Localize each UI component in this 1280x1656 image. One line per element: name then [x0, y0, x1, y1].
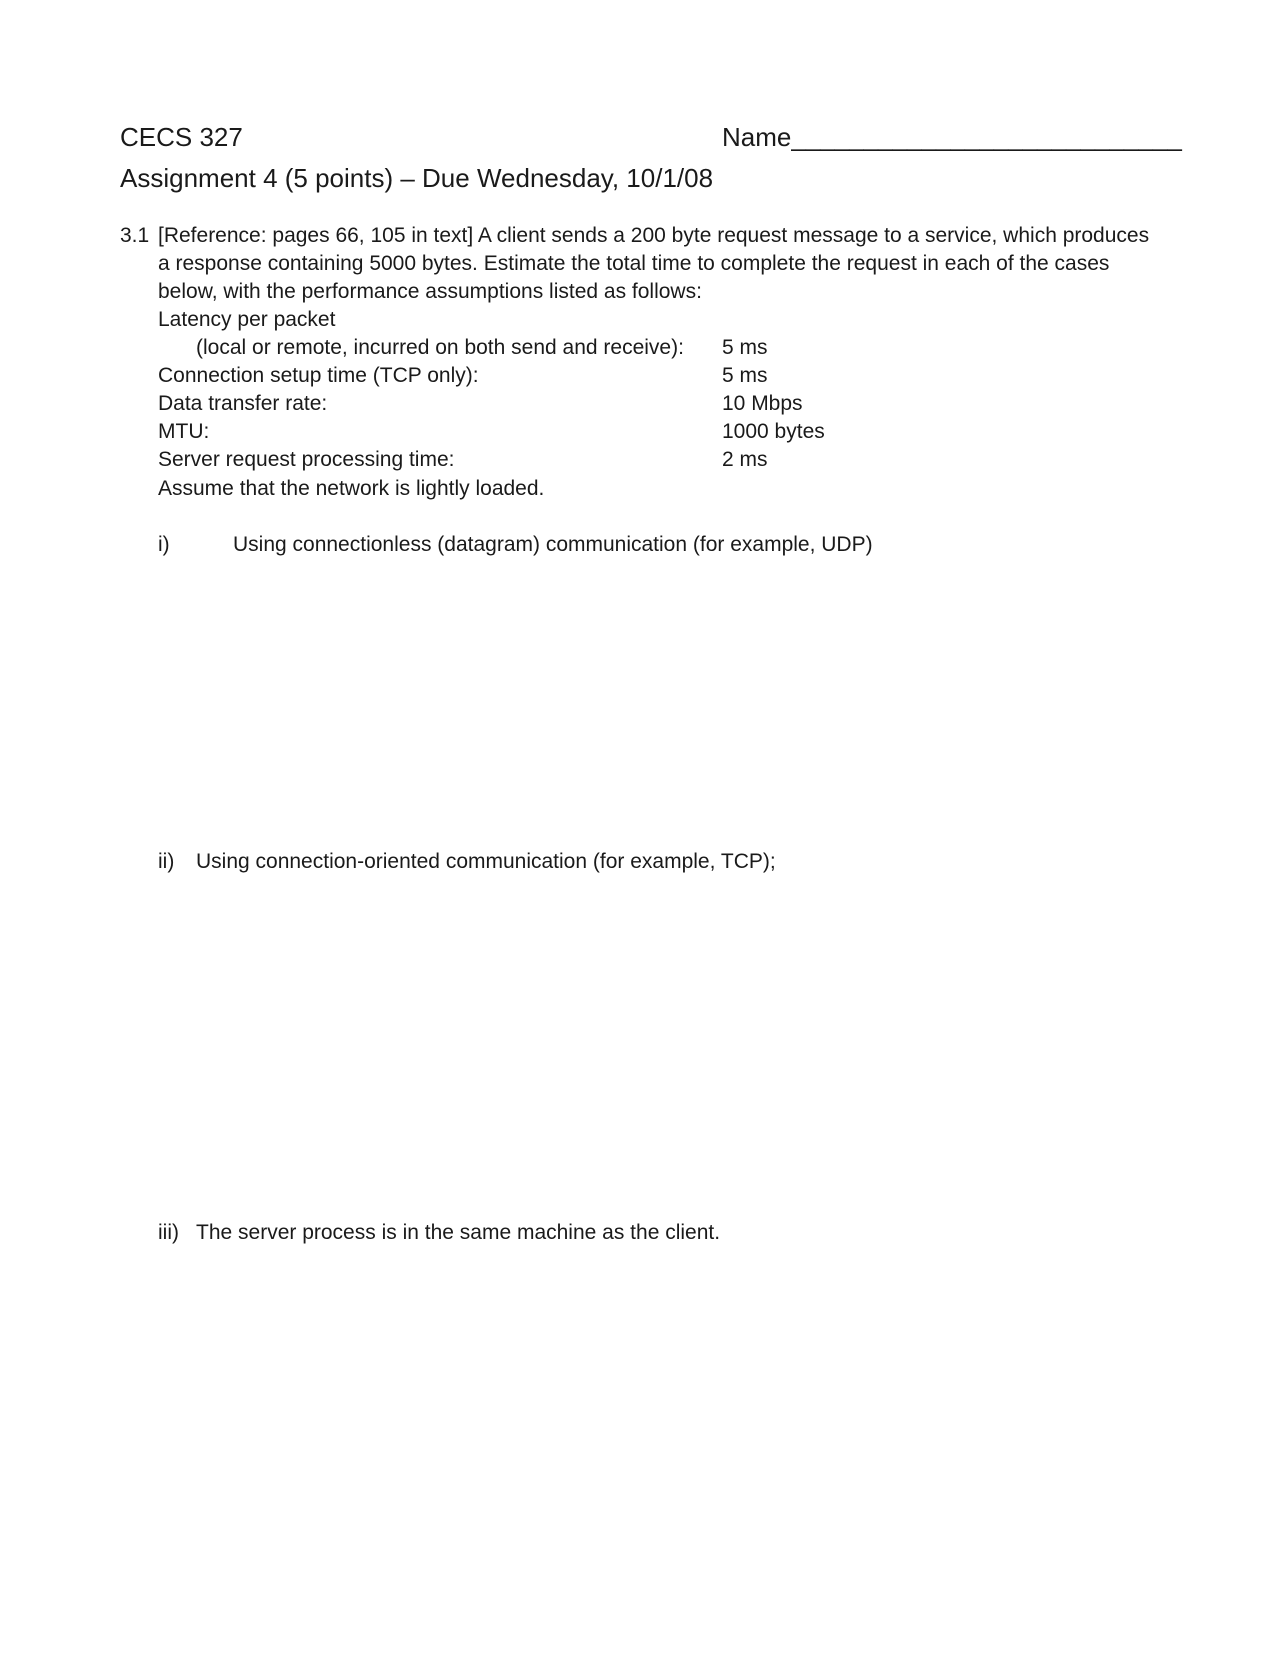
part-text: Using connection-oriented communication (for example, TCP);: [196, 850, 776, 873]
part-marker: i): [158, 533, 170, 556]
assumption-value: 10 Mbps: [722, 392, 803, 415]
course-title: CECS 327: [120, 122, 243, 152]
assumption-value: 1000 bytes: [722, 420, 825, 443]
part-marker: iii): [158, 1221, 179, 1244]
assumption-label: Data transfer rate:: [158, 392, 328, 415]
assumption-label: MTU:: [158, 420, 210, 443]
assumption-label: Latency per packet: [158, 308, 336, 331]
question-line-3: below, with the performance assumptions listed as follows:: [158, 280, 702, 303]
assumption-closing: Assume that the network is lightly loaded.: [158, 477, 545, 500]
part-text: Using connectionless (datagram) communication (for example, UDP): [233, 533, 873, 556]
assumption-value: 5 ms: [722, 336, 768, 359]
question-line-1: [Reference: pages 66, 105 in text] A client sends a 200 byte request message to a service, which produces: [158, 224, 1150, 247]
assumption-label: (local or remote, incurred on both send and receive):: [196, 336, 684, 359]
assumption-label: Connection setup time (TCP only):: [158, 364, 479, 387]
assumption-label: Server request processing time:: [158, 448, 455, 471]
question-line-2: a response containing 5000 bytes. Estimate the total time to complete the request in each of the cases: [158, 252, 1110, 275]
name-field-label: Name___________________________: [722, 122, 1182, 152]
assumption-value: 5 ms: [722, 364, 768, 387]
part-marker: ii): [158, 850, 175, 873]
question-number: 3.1: [120, 224, 150, 247]
assumption-value: 2 ms: [722, 448, 768, 471]
part-text: The server process is in the same machine as the client.: [196, 1221, 721, 1244]
assignment-title: Assignment 4 (5 points) – Due Wednesday, 10/1/08: [120, 163, 714, 193]
